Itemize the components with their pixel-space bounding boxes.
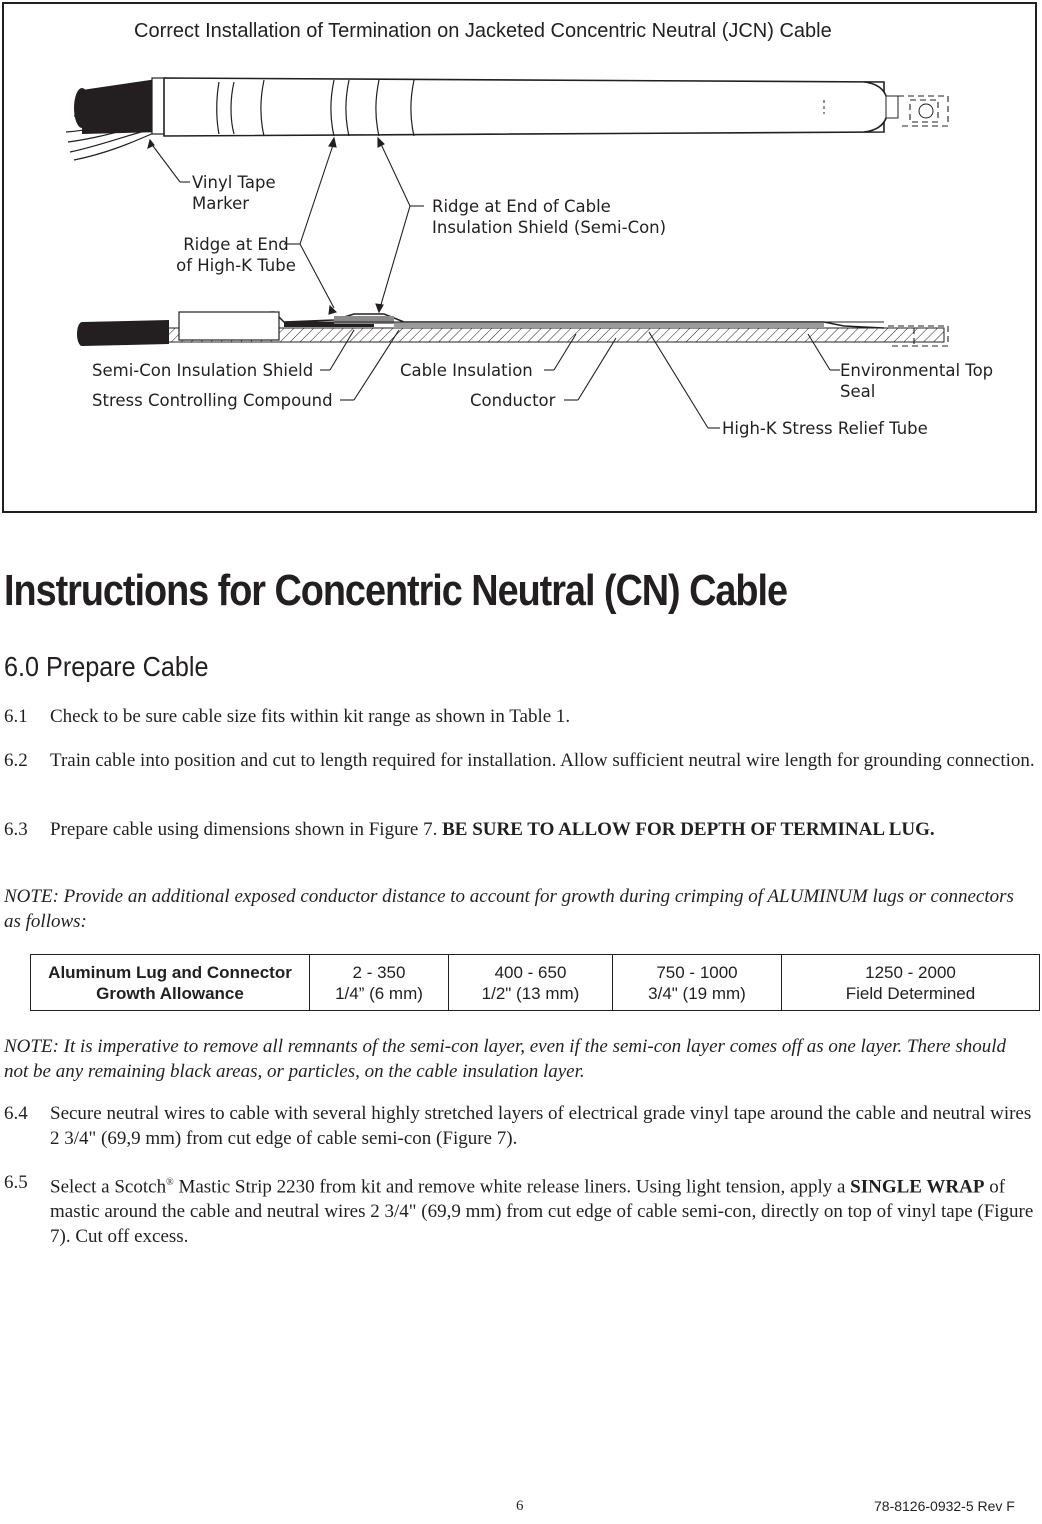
step-6-5-text-b: Mastic Strip 2230 from kit and remove white release liners. Using light tension, apply a bbox=[173, 1176, 851, 1198]
label-vinyl-tape-line2: Marker bbox=[192, 194, 250, 213]
label-highk-tube: High-K Stress Relief Tube bbox=[722, 419, 928, 438]
step-6-5 bbox=[4, 1170, 1036, 1249]
registered-mark: ® bbox=[166, 1177, 174, 1188]
cell-value: 3/4" (19 mm) bbox=[648, 983, 746, 1003]
step-6-5-text-c: of mastic around the cable and neutral wires 2 3/4" (69,9 mm) from cut edge of cable semi-con, directly on top of vinyl tape (Figure 7). Cut off excess. bbox=[50, 1176, 1034, 1248]
cell-value: 1/4” (6 mm) bbox=[335, 983, 423, 1003]
step-number: 6.4 bbox=[4, 1103, 28, 1124]
step-6-5-bold: SINGLE WRAP bbox=[850, 1176, 985, 1198]
label-ridge-cable-line2: Insulation Shield (Semi-Con) bbox=[432, 218, 667, 237]
label-cable-insulation: Cable Insulation bbox=[400, 361, 533, 380]
note-semicon-remnants: NOTE: It is imperative to remove all remnants of the semi-con layer, even if the semi-con layer comes off as one layer. There should not be any remaining black areas, or particles, on the cable insulation layer. bbox=[4, 1036, 1007, 1082]
step-number: 6.2 bbox=[4, 750, 28, 771]
label-ridge-highk-line1: Ridge at End bbox=[183, 235, 289, 254]
figure-title: Correct Installation of Termination on Jacketed Concentric Neutral (JCN) Cable bbox=[134, 20, 832, 42]
table-cell bbox=[613, 955, 782, 1011]
label-env-seal-line1: Environmental Top bbox=[840, 361, 994, 380]
cable-figure bbox=[2, 2, 1037, 513]
step-6-5-text-a: Select a Scotch bbox=[50, 1176, 167, 1198]
step-6-3-text: Prepare cable using dimensions shown in Figure 7. bbox=[50, 819, 443, 840]
step-number: 6.5 bbox=[4, 1172, 28, 1193]
step-6-3-bold: BE SURE TO ALLOW FOR DEPTH OF TERMINAL LUG. bbox=[442, 819, 935, 840]
cell-range: 2 - 350 bbox=[352, 962, 406, 982]
step-text: Train cable into position and cut to length required for installation. Allow sufficient neutral wire length for grounding connection. bbox=[50, 750, 1035, 771]
table-header-line1: Aluminum Lug and Connector bbox=[48, 962, 292, 982]
table-cell bbox=[449, 955, 613, 1011]
step-text bbox=[50, 1170, 1036, 1249]
step-text: Secure neutral wires to cable with several highly stretched layers of electrical grade vinyl tape around the cable and neutral wires 2 3/4" (69,9 mm) from cut edge of cable semi-con (Figure 7). bbox=[50, 1103, 1032, 1149]
step-number: 6.3 bbox=[4, 819, 28, 840]
cell-value: Field Determined bbox=[845, 983, 976, 1003]
label-ridge-highk bbox=[172, 234, 300, 276]
cell-value: 1/2" (13 mm) bbox=[481, 983, 580, 1003]
page-heading: Instructions for Concentric Neutral (CN) Cable bbox=[4, 566, 788, 615]
cell-range: 750 - 1000 bbox=[656, 962, 738, 982]
table-cell bbox=[310, 955, 449, 1011]
step-6-2 bbox=[4, 748, 1036, 773]
step-text bbox=[50, 817, 1036, 842]
step-6-3 bbox=[4, 817, 1036, 842]
label-environmental-seal bbox=[840, 360, 993, 402]
table-cell bbox=[782, 955, 1040, 1011]
label-conductor: Conductor bbox=[470, 391, 556, 410]
table-header-cell bbox=[31, 955, 310, 1011]
label-ridge-cable-shield bbox=[432, 196, 666, 238]
section-heading: 6.0 Prepare Cable bbox=[4, 651, 209, 682]
label-vinyl-tape-marker bbox=[192, 172, 276, 214]
label-stress-compound: Stress Controlling Compound bbox=[92, 391, 333, 410]
step-text: Check to be sure cable size fits within kit range as shown in Table 1. bbox=[50, 706, 571, 727]
label-ridge-cable-line1: Ridge at End of Cable bbox=[432, 197, 611, 216]
step-number: 6.1 bbox=[4, 706, 28, 727]
label-env-seal-line2: Seal bbox=[840, 382, 876, 401]
cell-range: 1250 - 2000 bbox=[865, 962, 956, 982]
growth-allowance-table bbox=[30, 954, 1040, 1011]
step-6-1 bbox=[4, 704, 1036, 729]
cell-range: 400 - 650 bbox=[494, 962, 567, 982]
document-id: 78-8126-0932-5 Rev F bbox=[874, 1498, 1015, 1514]
label-vinyl-tape-line1: Vinyl Tape bbox=[192, 173, 276, 192]
label-ridge-highk-line2: of High-K Tube bbox=[176, 256, 296, 275]
page-number: 6 bbox=[516, 1498, 524, 1514]
step-6-4 bbox=[4, 1101, 1036, 1151]
label-semicon-shield: Semi-Con Insulation Shield bbox=[92, 361, 314, 380]
table-row bbox=[31, 955, 1040, 1011]
bottom-cable-cutaway bbox=[77, 312, 948, 346]
note-aluminum-growth: NOTE: Provide an additional exposed conductor distance to account for growth during crimping of ALUMINUM lugs or connectors as follows: bbox=[4, 886, 1014, 932]
table-header-line2: Growth Allowance bbox=[96, 983, 244, 1003]
top-cable-drawing bbox=[66, 78, 948, 160]
